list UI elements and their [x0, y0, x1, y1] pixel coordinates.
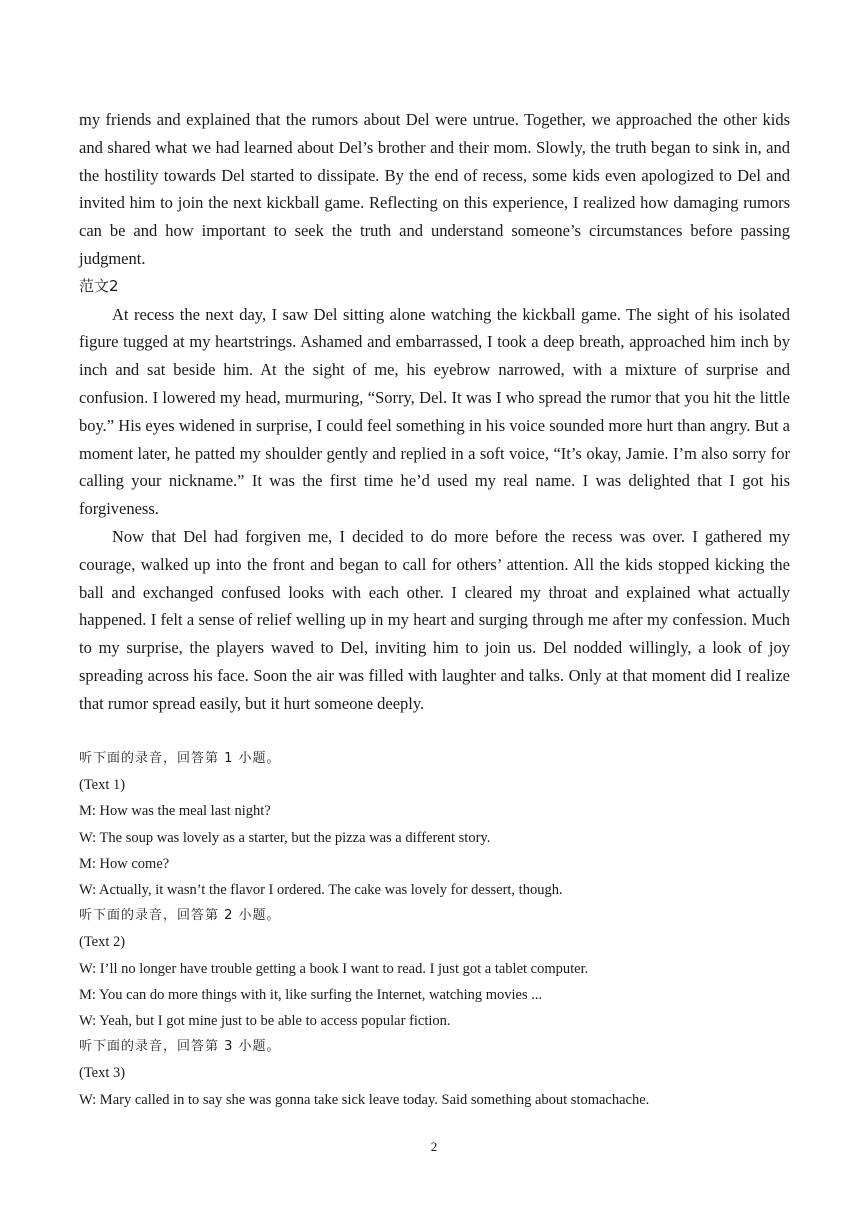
- transcript-line: W: Yeah, but I got mine just to be able to access popular fiction.: [79, 1013, 451, 1030]
- transcript-line: (Text 1): [79, 777, 126, 794]
- essay-continuation-paragraph: my friends and explained that the rumors about Del were untrue. Together, we approached the other kids and shared what we had learned about Del’s brother and their mom. Slowly, the truth began to sink in, and the hostility towards Del started to dissipate. By the end of recess, some kids even apologized to Del and invited him to join the next kickball game. Reflecting on this experience, I realized how damaging rumors can be and how important to seek the truth and understand someone’s circumstances before passing judgment.: [79, 110, 790, 268]
- transcript-line: 听下面的录音，回答第 2 小题。: [79, 908, 281, 924]
- essay-paragraph-1: At recess the next day, I saw Del sitting alone watching the kickball game. The sight of his isolated figure tugged at my heartstrings. Ashamed and embarrassed, I took a deep breath, approached him inch by inch and sat beside him. At the sight of me, his eyebrow narrowed, with a mixture of surprise and confusion. I lowered my head, murmuring, “Sorry, Del. It was I who spread the rumor that you hit the little boy.” His eyes widened in surprise, I could feel something in his voice sounded more hurt than angry. But a moment later, he patted my shoulder gently and replied in a soft voice, “It’s okay, Jamie. I’m also sorry for calling your nickname.” It was the first time he’d used my real name. I was delighted that I got his forgiveness.: [79, 304, 790, 519]
- transcript-line: W: Actually, it wasn’t the flavor I ordered. The cake was lovely for dessert, though.: [79, 882, 563, 899]
- transcript-line: W: The soup was lovely as a starter, but the pizza was a different story.: [79, 829, 491, 846]
- transcript-line: (Text 3): [79, 1065, 126, 1082]
- listening-transcript: [79, 746, 790, 1113]
- transcript-line: 听下面的录音，回答第 1 小题。: [79, 751, 281, 766]
- transcript-line: M: How come?: [79, 855, 170, 872]
- transcript-line: (Text 2): [79, 934, 126, 951]
- transcript-line: M: How was the meal last night?: [79, 803, 271, 820]
- page-number: 2: [430, 1139, 438, 1154]
- transcript-line: M: You can do more things with it, like surfing the Internet, watching movies ...: [79, 986, 543, 1003]
- sample-essay-heading: 范文2: [79, 276, 119, 295]
- transcript-line: 听下面的录音，回答第 3 小题。: [79, 1039, 281, 1055]
- transcript-line: W: Mary called in to say she was gonna take sick leave today. Said something about stomachache.: [79, 1091, 650, 1108]
- transcript-line: W: I’ll no longer have trouble getting a book I want to read. I just got a tablet computer.: [79, 960, 589, 977]
- sample-essay: [79, 106, 790, 718]
- essay-paragraph-2: Now that Del had forgiven me, I decided to do more before the recess was over. I gathered my courage, walked up into the front and began to call for others’ attention. All the kids stopped kicking the ball and exchanged confused looks with each other. I cleared my throat and explained what actually happened. I felt a sense of relief welling up in my heart and surging through me after my confession. Much to my surprise, the players waved to Del, inviting him to join us. Del nodded willingly, a look of joy spreading across his face. Soon the air was filled with laughter and talks. Only at that moment did I realize that rumor spread easily, but it hurt someone deeply.: [79, 526, 790, 713]
